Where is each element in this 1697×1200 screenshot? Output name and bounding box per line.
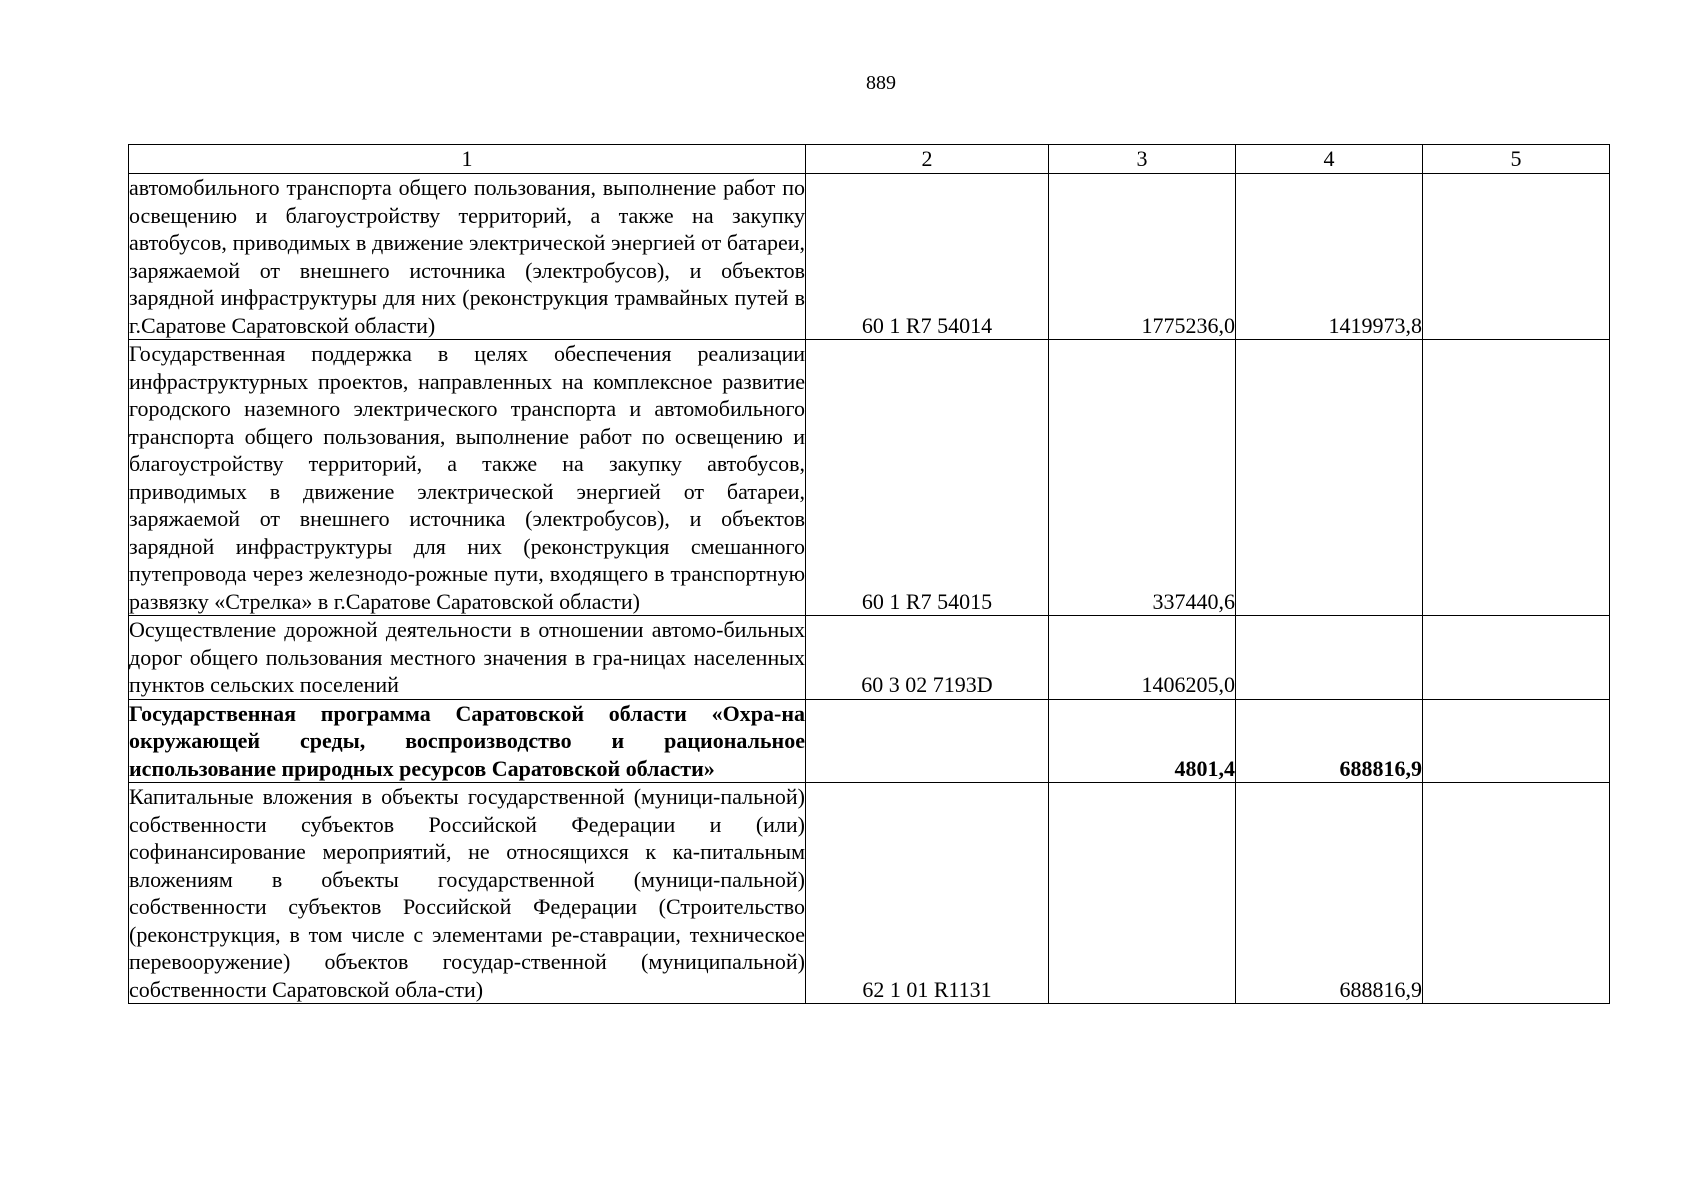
table-row: [129, 616, 1610, 700]
row-value-col5: [1423, 340, 1610, 616]
table-row-program: [129, 699, 1610, 783]
table-row: [129, 783, 1610, 1004]
row-code: [806, 699, 1049, 783]
row-value-col4: 688816,9: [1236, 699, 1423, 783]
table-row: [129, 174, 1610, 340]
budget-table: [128, 144, 1610, 1004]
row-value-col5: [1423, 616, 1610, 700]
row-value-col3: [1049, 783, 1236, 1004]
table-row: [129, 340, 1610, 616]
row-value-col3: 337440,6: [1049, 340, 1236, 616]
column-header-1: 1: [129, 145, 806, 174]
row-description: автомобильного транспорта общего пользования, выполнение работ по освещению и благоустройству территорий, а также на закупку автобусов, приводимых в движение электрической энергией от батареи, заряжаемой от внешнего источника (электробусов), и объектов зарядной инфраструктуры для них (реконструкция трамвайных путей в г.Саратове Саратовской области): [129, 175, 805, 338]
row-value-col5: [1423, 699, 1610, 783]
table-header-row: [129, 145, 1610, 174]
row-description: Осуществление дорожной деятельности в отношении автомо-бильных дорог общего пользования местного значения в гра-ницах населенных пунктов сельских поселений: [129, 617, 805, 697]
row-value-col4: [1236, 616, 1423, 700]
column-header-2: 2: [806, 145, 1049, 174]
row-value-col4: [1236, 340, 1423, 616]
column-header-5: 5: [1423, 145, 1610, 174]
row-value-col4: 1419973,8: [1236, 174, 1423, 340]
row-value-col5: [1423, 783, 1610, 1004]
row-value-col5: [1423, 174, 1610, 340]
row-value-col3: 1406205,0: [1049, 616, 1236, 700]
row-description: Капитальные вложения в объекты государственной (муници-пальной) собственности субъектов Российской Федерации и (или) софинансирование мероприятий, не относящихся к ка-питальным вложениям в объекты государственной (муници-пальной) собственности субъектов Российской Федерации (Строительство (реконструкция, в том числе с элементами ре-ставрации, техническое перевооружение) объектов государ-ственной (муниципальной) собственности Саратовской обла-сти): [129, 784, 805, 1002]
column-header-3: 3: [1049, 145, 1236, 174]
row-description: Государственная программа Саратовской области «Охра-на окружающей среды, воспроизводство и рациональное использование природных ресурсов Саратовской области»: [129, 700, 805, 781]
row-code: 62 1 01 R1131: [806, 783, 1049, 1004]
row-value-col4: 688816,9: [1236, 783, 1423, 1004]
row-code: 60 3 02 7193D: [806, 616, 1049, 700]
row-code: 60 1 R7 54015: [806, 340, 1049, 616]
row-value-col3: 4801,4: [1049, 699, 1236, 783]
column-header-4: 4: [1236, 145, 1423, 174]
row-description: Государственная поддержка в целях обеспечения реализации инфраструктурных проектов, направленных на комплексное развитие городского наземного электрического транспорта и автомобильного транспорта общего пользования, выполнение работ по освещению и благоустройству территорий, а также на закупку автобусов, приводимых в движение электрической энергией от батареи, заряжаемой от внешнего источника (электробусов), и объектов зарядной инфраструктуры для них (реконструкция смешанного путепровода через железнодо-рожные пути, входящего в транспортную развязку «Стрелка» в г.Саратове Саратовской области): [129, 341, 805, 614]
row-value-col3: 1775236,0: [1049, 174, 1236, 340]
row-code: 60 1 R7 54014: [806, 174, 1049, 340]
page-number: 889: [866, 72, 896, 94]
